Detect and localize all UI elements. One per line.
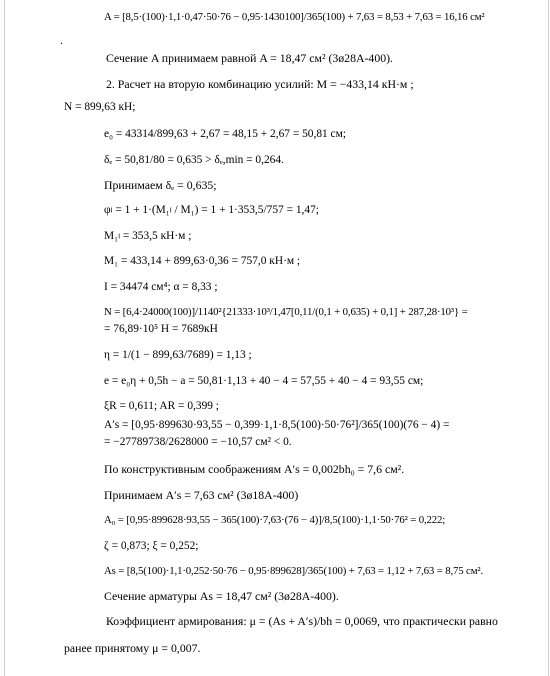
inertia-alpha: I = 34474 см⁴; α = 8,33 ;	[104, 281, 218, 293]
a0-formula: A₀ = [0,95·899628·93,55 − 365(100)·7,63·(76 − 4)]/8,5(100)·1,1·50·76² = 0,222;	[104, 514, 446, 526]
accept-compression-reinforcement: Принимаем A′s = 7,63 см² (3ø18А-400)	[104, 488, 299, 502]
compression-reinforcement-result: = −27789738/2628000 = −10,57 см² < 0.	[104, 436, 292, 448]
compression-reinforcement-formula: A′s = [0,95·899630·93,55 − 0,399·1,1·8,5(100)·50·76²]/365(100)(76 − 4) =	[104, 419, 450, 431]
page-right-edge	[548, 0, 549, 676]
critical-force-ncr: N = [6,4·24000(100)]/1140²{21333·10³/1,47[0,11/(0,1 + 0,635) + 0,1] + 287,28·10³} =	[104, 306, 468, 318]
second-combination-heading: 2. Расчет на вторую комбинацию усилий: M = −433,14 кН·м ;	[106, 77, 414, 91]
accept-delta: Принимаем δₑ = 0,635;	[104, 178, 217, 192]
delta-e: δₑ = 50,81/80 = 0,635 > δₑ,min = 0,264.	[104, 154, 284, 166]
page-left-edge	[4, 0, 5, 676]
critical-force-result: = 76,89·10⁵ H = 7689кН	[104, 323, 218, 335]
constructive-reinforcement: По конструктивным соображениям A′s = 0,002bh₀ = 7,6 см².	[104, 462, 405, 476]
formula-as-first: A = [8,5·(100)·1,1·0,47·50·76 − 0,95·1430100]/365(100) + 7,63 = 8,53 + 7,63 = 16,16 см²	[104, 11, 485, 23]
zeta-xi: ζ = 0,873; ξ = 0,252;	[104, 540, 199, 552]
moment-m1l: M₁ₗ = 353,5 кН·м ;	[104, 230, 192, 242]
reinforcement-ratio-continued: ранее принятому μ = 0,007.	[64, 641, 201, 655]
force-n: N = 899,63 кН;	[64, 101, 136, 113]
tension-reinforcement-formula: As = [8,5(100)·1,1·0,252·50·76 − 0,95·899628]/365(100) + 7,63 = 1,12 + 7,63 = 8,75 см².	[104, 565, 484, 577]
phi-l: φₗ = 1 + 1·(M₁ₗ / M₁) = 1 + 1·353,5/757 = 1,47;	[104, 204, 319, 216]
eccentricity-e0: e₀ = 43314/899,63 + 2,67 = 48,15 + 2,67 = 50,81 см;	[104, 128, 346, 140]
section-statement: Сечение A принимаем равной A = 18,47 см² (3ø28А-400).	[106, 51, 393, 65]
stray-dot: .	[60, 33, 63, 47]
reinforcement-section: Сечение арматуры As = 18,47 см² (3ø28А-400).	[104, 589, 339, 603]
xi-r-ar: ξR = 0,611; AR = 0,399 ;	[104, 400, 219, 412]
moment-m1: M₁ = 433,14 + 899,63·0,36 = 757,0 кН·м ;	[104, 255, 301, 267]
eta: η = 1/(1 − 899,63/7689) = 1,13 ;	[104, 349, 252, 361]
reinforcement-ratio: Коэффициент армирования: μ = (As + A′s)/bh = 0,0069, что практически равно	[106, 614, 498, 628]
eccentricity-e: e = e₀η + 0,5h − a = 50,81·1,13 + 40 − 4 = 57,55 + 40 − 4 = 93,55 см;	[104, 375, 424, 387]
